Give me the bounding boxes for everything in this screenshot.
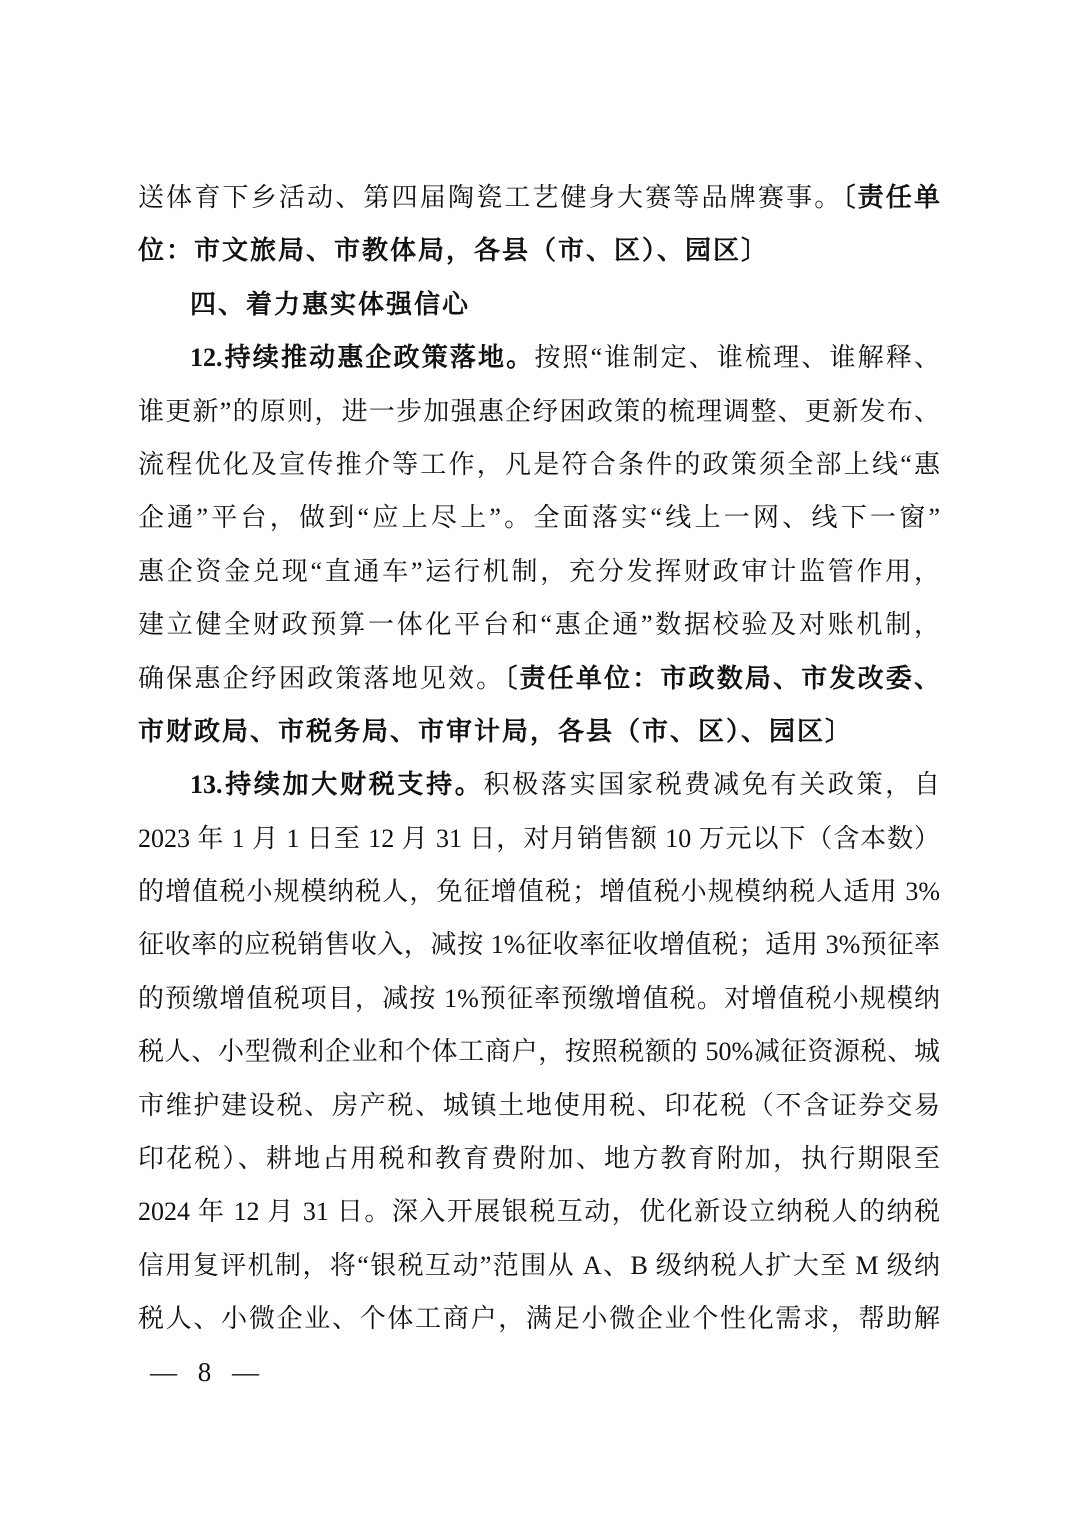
- text-line: [138, 865, 940, 918]
- text-segment: 位：市文旅局、市教体局，各县（市、区）、园区〕: [138, 235, 770, 266]
- paragraph-indent: [138, 365, 190, 366]
- text-line: [138, 545, 940, 598]
- text-line: [138, 972, 940, 1025]
- text-segment: 确保惠企纾困政策落地见效。: [138, 663, 505, 693]
- text-line: [138, 491, 940, 544]
- text-segment: 谁更新”的原则，进一步加强惠企纾困政策的梳理调整、更新发布、: [138, 396, 940, 426]
- paragraph-indent: [138, 792, 190, 793]
- text-line: [138, 331, 940, 384]
- text-line: [138, 171, 940, 224]
- text-segment: 〔责任单: [842, 182, 940, 212]
- text-segment: 税人、小型微利企业和个体工商户，按照税额的 50%减征资源税、城: [138, 1037, 940, 1067]
- text-segment: 的增值税小规模纳税人，免征增值税；增值税小规模纳税人适用 3%: [138, 877, 940, 907]
- text-line: [138, 278, 940, 331]
- text-line: [138, 1185, 940, 1238]
- text-segment: 印花税）、耕地占用税和教育费附加、地方教育附加，执行期限至: [138, 1144, 940, 1174]
- text-line: [138, 705, 940, 758]
- text-line: [138, 652, 940, 705]
- text-line: [138, 1025, 940, 1078]
- text-line: [138, 385, 940, 438]
- text-line: [138, 1079, 940, 1132]
- text-line: [138, 438, 940, 491]
- document-text-body: [138, 171, 940, 1346]
- text-segment: 13.持续加大财税支持。: [190, 770, 484, 800]
- text-segment: 流程优化及宣传推介等工作，凡是符合条件的政策须全部上线“惠: [138, 449, 940, 479]
- text-segment: 企通”平台，做到“应上尽上”。全面落实“线上一网、线下一窗”: [138, 503, 940, 533]
- paragraph-indent: [138, 312, 190, 313]
- text-segment: 建立健全财政预算一体化平台和“惠企通”数据校验及对账机制，: [138, 610, 940, 640]
- text-segment: 税人、小微企业、个体工商户，满足小微企业个性化需求，帮助解: [138, 1304, 940, 1334]
- text-segment: 12.持续推动惠企政策落地。: [190, 343, 535, 373]
- text-line: [138, 224, 940, 277]
- text-line: [138, 1132, 940, 1185]
- text-segment: 信用复评机制，将“银税互动”范围从 A、B 级纳税人扩大至 M 级纳: [138, 1250, 940, 1280]
- text-segment: 征收率的应税销售收入，减按 1%征收率征收增值税；适用 3%预征率: [138, 930, 940, 960]
- text-line: [138, 1292, 940, 1345]
- page-number: — 8 —: [150, 1357, 266, 1387]
- text-line: [138, 758, 940, 811]
- text-segment: 四、着力惠实体强信心: [190, 288, 471, 319]
- text-segment: 惠企资金兑现“直通车”运行机制，充分发挥财政审计监管作用，: [138, 556, 940, 586]
- text-segment: 2023 年 1 月 1 日至 12 月 31 日，对月销售额 10 万元以下（含本数）: [138, 823, 940, 853]
- text-segment: 市财政局、市税务局、市审计局，各县（市、区）、园区〕: [138, 715, 854, 746]
- text-segment: 积极落实国家税费减免有关政策，自: [483, 770, 940, 800]
- text-line: [138, 918, 940, 971]
- text-segment: 的预缴增值税项目，减按 1%预征率预缴增值税。对增值税小规模纳: [138, 983, 940, 1013]
- text-segment: 2024 年 12 月 31 日。深入开展银税互动，优化新设立纳税人的纳税: [138, 1197, 940, 1227]
- text-segment: 送体育下乡活动、第四届陶瓷工艺健身大赛等品牌赛事。: [138, 183, 843, 212]
- text-segment: 〔责任单位：市政数局、市发改委、: [504, 662, 940, 693]
- text-line: [138, 812, 940, 865]
- text-segment: 按照“谁制定、谁梳理、谁解释、: [534, 343, 940, 373]
- text-segment: 市维护建设税、房产税、城镇土地使用税、印花税（不含证券交易: [138, 1090, 940, 1120]
- text-line: [138, 1239, 940, 1292]
- text-line: [138, 598, 940, 651]
